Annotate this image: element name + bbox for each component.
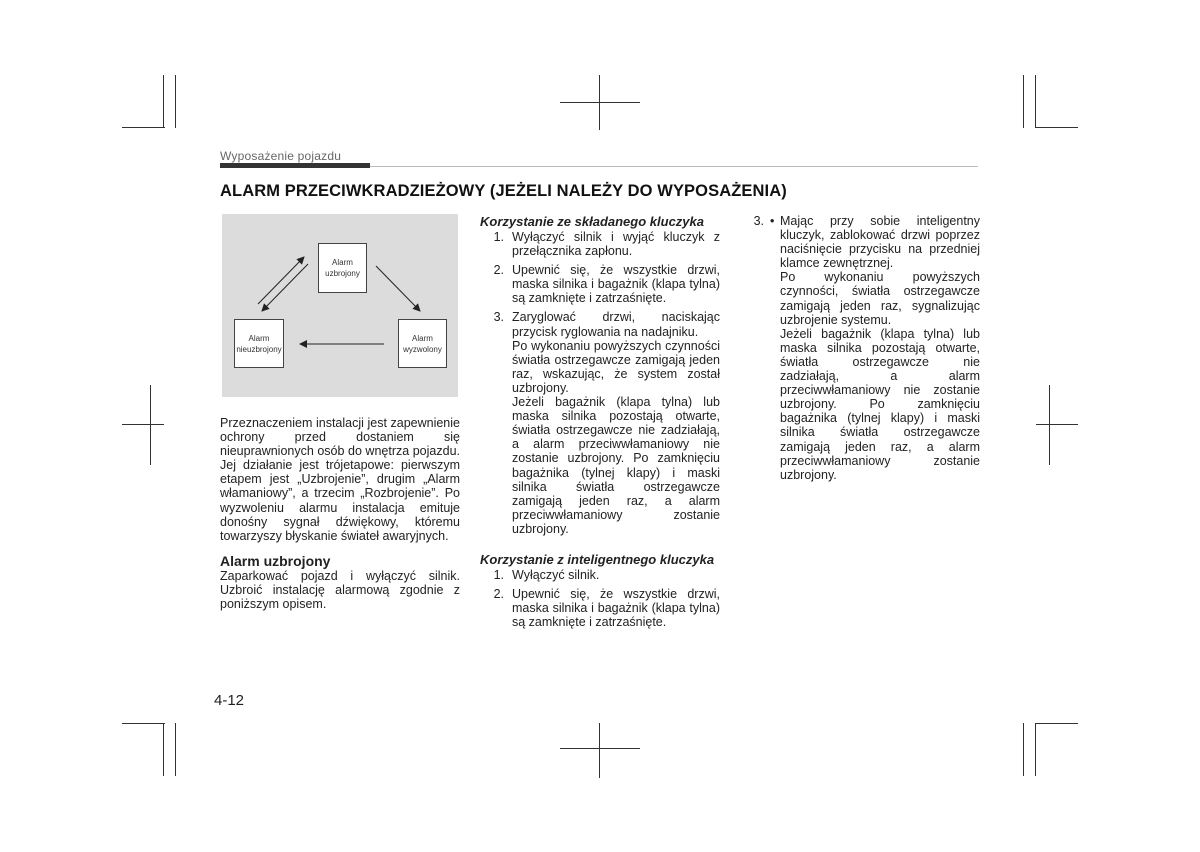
arrow-to-disarmed-1 xyxy=(262,264,308,311)
column-3 xyxy=(740,214,980,487)
list-item: 1. Wyłączyć silnik i wyjąć kluczyk z przełącznika zapłonu. xyxy=(493,230,720,259)
armed-paragraph: Zaparkować pojazd i wyłączyć silnik. Uzbroić instalację alarmową zgodnie z poniższym opisem. xyxy=(220,568,460,612)
section-label: Wyposażenie pojazdu xyxy=(220,149,342,163)
header-rule-thick xyxy=(220,163,370,168)
heading-folding-key: Korzystanie ze składanego kluczyka xyxy=(480,214,704,229)
arrow-to-triggered xyxy=(376,266,420,311)
item3-paragraph-2: Po wykonaniu powyższych czynności światła ostrzegawcze zamigają jeden raz, wskazując, że system został uzbrojony. xyxy=(512,338,720,395)
alarm-state-diagram xyxy=(222,214,458,397)
arrow-to-armed-1 xyxy=(258,257,304,304)
column-2 xyxy=(480,214,720,634)
col3-paragraph-3: Jeżeli bagażnik (klapa tylna) lub maska silnika pozostają otwarte, światła ostrzegawcze nie zadziałają, a alarm przeciwwłamaniowy nie zostanie uzbrojony. Po zamknięciu bagażnika (tylnej klapy) i maski silnika światła ostrzegawcze zamigają jeden raz, a alarm przeciwwłamaniowy zostanie uzbrojony. xyxy=(780,326,980,482)
intro-paragraph: Przeznaczeniem instalacji jest zapewnienie ochrony przed dostaniem się nieuprawnionych osób do wnętrza pojazdu. Jej działanie jest trójetapowe: pierwszym etapem jest „Uzbrojenie”, drugim „Alarm włamaniowy”, a trzecim „Rozbrojenie”. Po wyzwoleniu alarmu instalacja emituje donośny sygnał dźwiękowy, któremu towarzyszy błyskanie świateł awaryjnych. xyxy=(220,416,460,543)
list-item: 2. Upewnić się, że wszystkie drzwi, maska silnika i bagażnik (klapa tylna) są zamknięte i zatrzaśnięte. xyxy=(493,587,720,630)
list-item: 1. Wyłączyć silnik. xyxy=(493,567,600,582)
box-armed: Alarm uzbrojony xyxy=(318,243,367,293)
box-triggered: Alarm wyzwolony xyxy=(398,319,447,368)
bullet: • xyxy=(770,214,775,228)
page-title: ALARM PRZECIWKRADZIEŻOWY (JEŻELI NALEŻY DO WYPOSAŻENIA) xyxy=(220,182,787,200)
page-number: 4-12 xyxy=(214,692,245,709)
list-item: 3. • Mając przy sobie inteligentny kluczyk, zablokować drzwi poprzez naciśnięcie przycisku na przedniej klamce zewnętrznej. Po wykonaniu powyższych czynności, światła ostrzegawcze zamigają jeden raz, sygnalizując uzbrojenie systemu. Jeżeli bagażnik (klapa tylna) lub maska silnika pozostają otwarte, światła ostrzegawcze nie zadziałają, a alarm przeciwwłamaniowy nie zostanie uzbrojony. Po zamknięciu bagażnika (tylnej klapy) i maski silnika światła ostrzegawcze zamigają jeden raz, a alarm przeciwwłamaniowy zostanie uzbrojony. xyxy=(753,214,980,482)
list-item: 3. Zaryglować drzwi, naciskając przycisk ryglowania na nadajniku. Po wykonaniu powyższych czynności światła ostrzegawcze zamigają jeden raz, wskazując, że system został uzbrojony. Jeżeli bagażnik (klapa tylna) lub maska silnika pozostają otwarte, światła ostrzegawcze nie zadziałają, a alarm przeciwwłamaniowy nie zostanie uzbrojony. Po zamknięciu bagażnika (tylnej klapy) i maski silnika światła ostrzegawcze zamigają jeden raz, a alarm przeciwwłamaniowy zostanie uzbrojony. xyxy=(493,310,720,536)
header-rule-thin xyxy=(370,166,978,167)
item3-paragraph-3: Jeżeli bagażnik (klapa tylna) lub maska silnika pozostają otwarte, światła ostrzegawcze nie zadziałają, a alarm przeciwwłamaniowy nie zostanie uzbrojony. Po zamknięciu bagażnika (tylnej klapy) i maski silnika światła ostrzegawcze zamigają jeden raz, a alarm przeciwwłamaniowy zostanie uzbrojony. xyxy=(512,395,720,536)
diagram-arrows xyxy=(222,214,458,397)
column-1 xyxy=(220,416,460,611)
heading-smart-key: Korzystanie z inteligentnego kluczyka xyxy=(480,551,715,567)
box-disarmed: Alarm nieuzbrojony xyxy=(234,319,284,368)
col3-paragraph-2: Po wykonaniu powyższych czynności, światła ostrzegawcze zamigają jeden raz, sygnalizując uzbrojenie systemu. xyxy=(780,270,980,327)
heading-armed: Alarm uzbrojony xyxy=(220,552,331,569)
list-item: 2. Upewnić się, że wszystkie drzwi, maska silnika i bagażnik (klapa tylna) są zamknięte i zatrzaśnięte. xyxy=(493,263,720,306)
col3-paragraph-1: Mając przy sobie inteligentny kluczyk, zablokować drzwi poprzez naciśnięcie przycisku na przedniej klamce zewnętrznej. xyxy=(780,214,980,271)
